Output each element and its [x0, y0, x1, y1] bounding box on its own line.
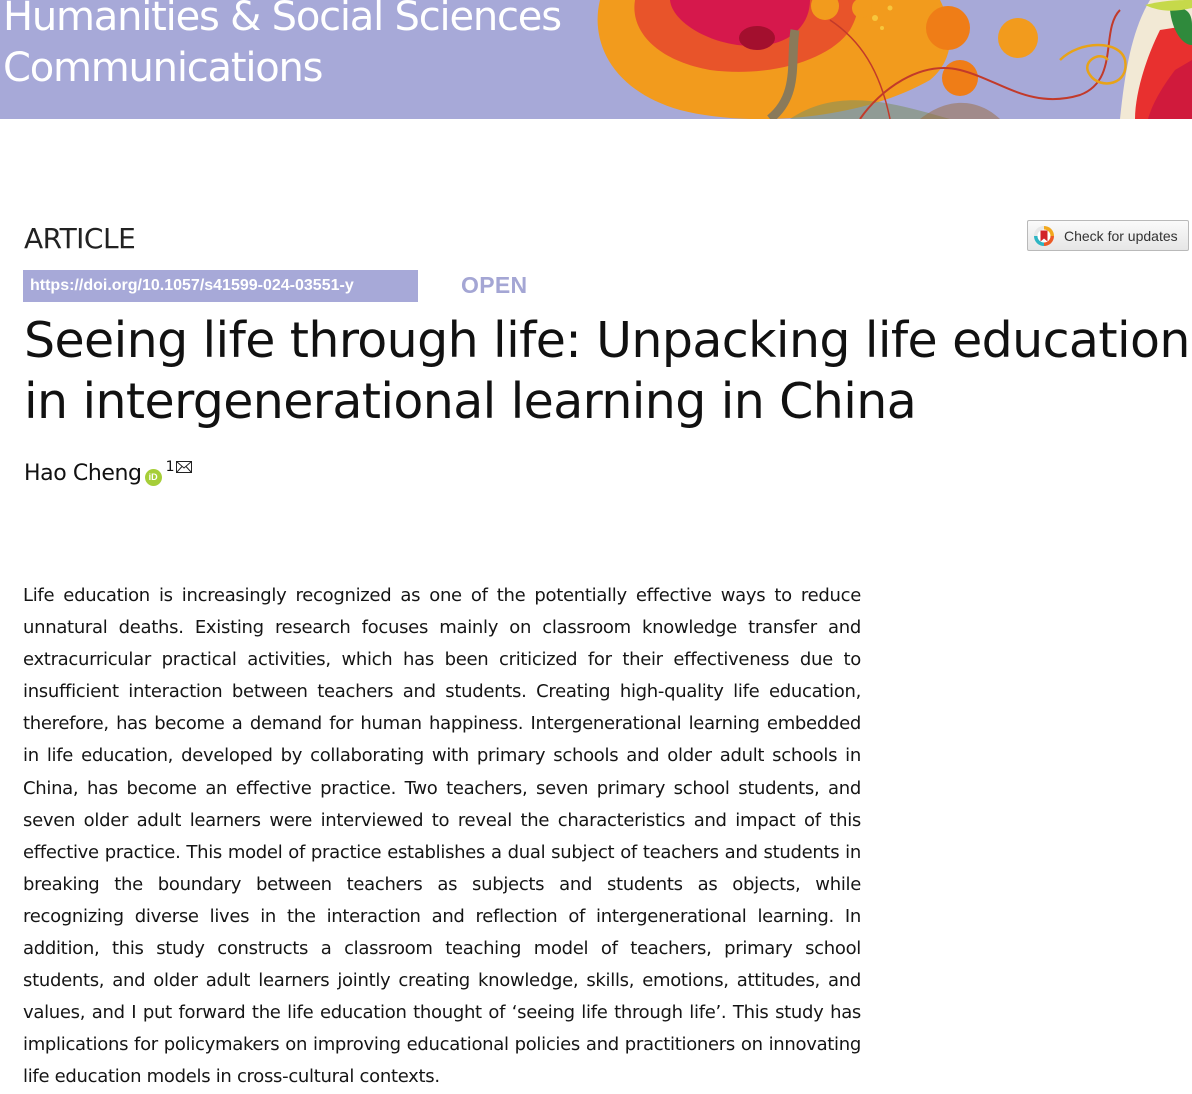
- doi-link[interactable]: https://doi.org/10.1057/s41599-024-03551-y: [23, 270, 418, 302]
- envelope-icon[interactable]: [176, 461, 192, 473]
- open-access-label: OPEN: [461, 272, 528, 298]
- journal-banner: [0, 0, 1192, 119]
- author-name[interactable]: Hao Cheng: [24, 461, 142, 486]
- check-for-updates-button[interactable]: [1027, 220, 1189, 251]
- affiliation-marker[interactable]: 1: [165, 459, 175, 475]
- journal-name-line2: Communications: [3, 45, 323, 91]
- crossmark-icon: [1033, 225, 1055, 247]
- abstract-paragraph: Life education is increasingly recognized as one of the potentially effective ways to reduce unnatural deaths. Existing research focuses mainly on classroom knowledge transfer and extracurricular practical activities, which has been criticized for their effectiveness due to insufficient interaction between teachers and students. Creating high-quality life education, therefore, has become a demand for human happiness. Intergenerational learning embedded in life education, developed by collaborating with primary schools and older adult schools in China, has become an effective practice. Two teachers, seven primary school students, and seven older adult learners were interviewed to reveal the characteristics and impact of this effective practice. This model of practice establishes a dual subject of teachers and students in breaking the boundary between teachers as subjects and students as objects, while recognizing diverse lives in the interaction and reflection of intergenerational learning. In addition, this study constructs a classroom teaching model of teachers, primary school students, and older adult learners jointly creating knowledge, skills, emotions, attitudes, and values, and I put forward the life education thought of ‘seeing life through life’. This study has implications for policymakers on improving educational policies and practitioners on innovating life education models in cross-cultural contexts.: [23, 585, 861, 1088]
- author-line: [24, 459, 192, 489]
- article-type-label: ARTICLE: [24, 222, 136, 255]
- banner-artwork: [560, 0, 1192, 119]
- article-title: Seeing life through life: Unpacking life education in intergenerational learning in China: [24, 312, 1190, 430]
- check-for-updates-label: Check for updates: [1064, 227, 1178, 244]
- journal-name-line1: Humanities & Social Sciences: [3, 0, 561, 40]
- orcid-icon[interactable]: iD: [145, 469, 162, 486]
